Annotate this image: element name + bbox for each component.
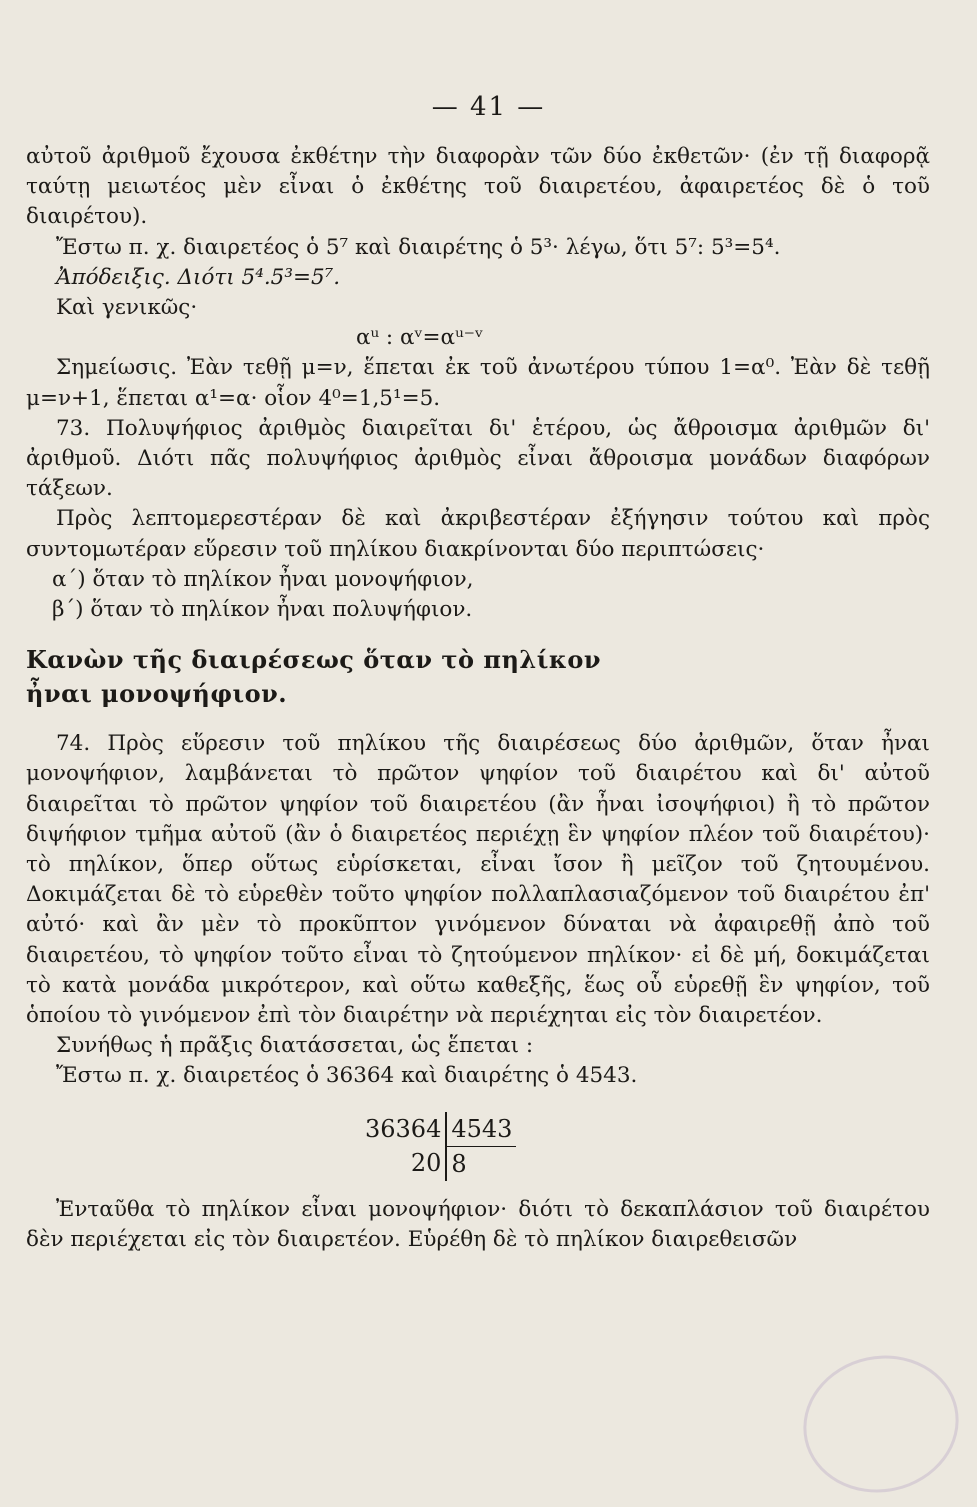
case-a: α΄) ὅταν τὸ πηλίκον ἦναι μονοψήφιον, [52, 566, 474, 592]
paragraph-74: 74. Πρὸς εὕρεσιν τοῦ πηλίκου τῆς διαιρέσεως δύο ἀριθμῶν, ὅταν ἦναι μονοψήφιον, λαμβάνεται τὸ πρῶτον ψηφίον τοῦ διαιρέτου καὶ δι' αὐτοῦ διαιρεῖται τὸ πρῶτον ψηφίον τοῦ διαιρετέου (ἂν ἦναι ἰσοψήφιοι) ἢ τὸ πρῶτον διψήφιον τμῆμα αὐτοῦ (ἂν ὁ διαιρετέος περιέχῃ ἓν ψηφίον πλέον τοῦ διαιρέτου)· τὸ πηλίκον, ὅπερ οὕτως εὑρίσκεται, εἶναι ἴσον ἢ μεῖζον τοῦ ζητουμένου. Δοκιμάζεται δὲ τὸ εὑρεθὲν τοῦτο ψηφίον πολλαπλασιαζόμενον τοῦ διαιρέτου ἐπ' αὐτό· καὶ ἂν μὲν τὸ προκῦπτον γινόμενον δύναται νὰ ἀφαιρεθῇ ἀπὸ τοῦ διαιρετέου, τὸ ψηφίον τοῦτο εἶναι τὸ ζητούμενον πηλίκον· εἰ δὲ μή, δοκιμάζεται τὸ κατὰ μονάδα μικρότερον, καὶ οὕτω καθεξῆς, ἕως οὗ εὑρεθῇ ἓν ψηφίον, τοῦ ὁποίου τὸ γινόμενον ἐπὶ τὸν διαιρέτην νὰ περιέχηται εἰς τὸν διαιρετέον. [26, 731, 930, 1029]
paragraph-general: Καὶ γενικῶς· [56, 295, 198, 321]
divisor: 4543 [446, 1112, 516, 1147]
partial-remainder: 20 [361, 1146, 446, 1181]
general-formula: αᵘ : αᵛ=αᵘ⁻ᵛ [356, 325, 484, 351]
paragraph-proof: Ἀπόδειξις. Διότι 5⁴.5³=5⁷. [56, 264, 341, 290]
paragraph-arrangement: Συνήθως ἡ πρᾶξις διατάσσεται, ὡς ἕπεται : [56, 1033, 534, 1059]
dividend: 36364 [361, 1112, 446, 1147]
quotient: 8 [451, 1149, 467, 1178]
paragraph-note: Σημείωσις. Ἐὰν τεθῇ μ=ν, ἕπεται ἐκ τοῦ ἀνωτέρου τύπου 1=α⁰. Ἐὰν δὲ τεθῇ μ=ν+1, ἕπεται α¹=α· οἷον 4⁰=1,5¹=5. [26, 355, 930, 411]
paragraph-example: Ἔστω π. χ. διαιρετέος ὁ 5⁷ καὶ διαιρέτης ὁ 5³· λέγω, ὅτι 5⁷: 5³=5⁴. [56, 234, 781, 260]
page-number: — 41 — [431, 92, 546, 122]
heading-line-2: ἦναι μονοψήφιον. [26, 679, 288, 709]
paragraph-explanation: Ἐνταῦθα τὸ πηλίκον εἶναι μονοψήφιον· διότι τὸ δεκαπλάσιον τοῦ διαιρέτου δὲν περιέχεται εἰς τὸν διαιρετέον. Εὑρέθη δὲ τὸ πηλίκον διαιρεθεισῶν [26, 1196, 930, 1252]
library-stamp [791, 1341, 972, 1506]
division-table [361, 1112, 516, 1181]
paragraph-73: 73. Πολυψήφιος ἀριθμὸς διαιρεῖται δι' ἑτέρου, ὡς ἄθροισμα ἀριθμῶν δι' ἀριθμοῦ. Διότι πᾶς πολυψήφιος ἀριθμὸς εἶναι ἄθροισμα μονάδων διαφόρων τάξεων. [26, 415, 930, 502]
page-body [26, 142, 930, 1255]
paragraph-intro: αὐτοῦ ἀριθμοῦ ἔχουσα ἐκθέτην τὴν διαφορὰν τῶν δύο ἐκθετῶν· (ἐν τῇ διαφορᾷ ταύτῃ μειωτέος μὲν εἶναι ὁ ἐκθέτης τοῦ διαιρετέου, ἀφαιρετέος δὲ ὁ τοῦ διαιρέτου). [26, 144, 930, 230]
case-b: β΄) ὅταν τὸ πηλίκον ἦναι πολυψήφιον. [52, 597, 473, 623]
paragraph-cases-intro: Πρὸς λεπτομερεστέραν δὲ καὶ ἀκριβεστέραν ἐξήγησιν τούτου καὶ πρὸς συντομωτέραν εὕρεσιν τοῦ πηλίκου διακρίνονται δύο περιπτώσεις· [26, 506, 930, 562]
heading-line-1: Κανὼν τῆς διαιρέσεως ὅταν τὸ πηλίκον [26, 645, 602, 675]
section-heading [26, 643, 930, 711]
division-layout [26, 1112, 930, 1181]
paragraph-example-division: Ἔστω π. χ. διαιρετέος ὁ 36364 καὶ διαιρέτης ὁ 4543. [56, 1063, 638, 1089]
